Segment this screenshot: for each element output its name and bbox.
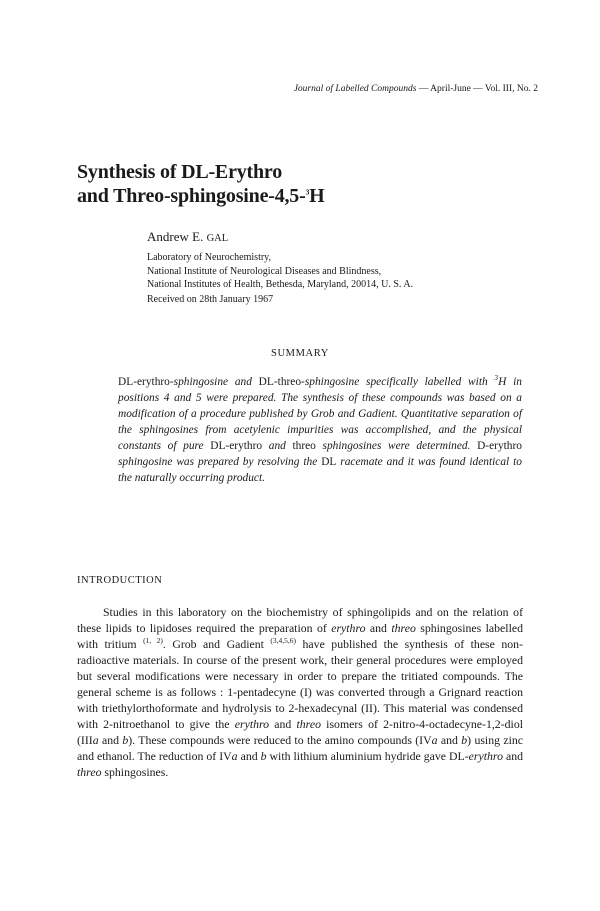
intro-frag: b (260, 749, 267, 763)
intro-frag: ) using zinc and ethanol. The reduction of IV (77, 733, 523, 763)
intro-frag: Studies in this laboratory on the biochemistry of sphingolipids and on the relation of these lipids to lipidoses required the preparation of (77, 605, 523, 635)
intro-frag: isomers of 2-nitro-4-octadecyne-1,2-diol (III (77, 717, 523, 747)
issue-info: — April-June — Vol. III, No. 2 (416, 84, 538, 94)
summary-frag: -threo- (273, 376, 305, 388)
summary-frag: threo (292, 440, 323, 452)
summary-frag: racemate and it was found identical to the naturally occurring product. (118, 456, 522, 484)
intro-frag: and (237, 749, 261, 763)
title-line-2: and Threo-sphingosine-4,5- (77, 185, 306, 207)
intro-frag: b (461, 733, 468, 747)
summary-frag: D (477, 440, 486, 452)
journal-name: Journal of Labelled Compounds (293, 84, 417, 94)
introduction-body (77, 604, 523, 780)
summary-frag: sphingosine and (173, 376, 259, 388)
citation-ref: (3,4,5,6) (270, 636, 297, 646)
intro-frag: erythro (331, 621, 366, 635)
author-name (147, 229, 228, 245)
summary-frag: DL (118, 376, 134, 388)
author-given: Andrew E. (147, 229, 207, 244)
summary-superscript: 3 (494, 373, 499, 383)
intro-frag: threo (391, 621, 416, 635)
intro-frag: with lithium aluminium hydride gave DL- (266, 749, 469, 763)
summary-abstract (118, 374, 522, 486)
introduction-heading: INTRODUCTION (77, 575, 163, 586)
affiliation (147, 251, 413, 292)
title-line-2-end: H (309, 185, 325, 207)
intro-frag: . Grob and Gadient (162, 637, 271, 651)
article-title (77, 160, 325, 208)
intro-frag: sphingosines. (101, 765, 169, 779)
intro-frag: and (365, 621, 392, 635)
intro-frag: a (431, 733, 438, 747)
intro-frag: ). These compounds were reduced to the amino compounds (IV (128, 733, 432, 747)
affiliation-line-1: Laboratory of Neurochemistry, (147, 252, 272, 263)
intro-frag: and (437, 733, 462, 747)
summary-frag: DL (321, 456, 337, 468)
summary-frag: sphingosines were determined. (322, 440, 478, 452)
intro-frag: sphingosines labelled with tritium (77, 621, 523, 651)
author-surname: GAL (206, 233, 229, 244)
intro-frag: and (269, 717, 297, 731)
summary-frag: DL (210, 440, 226, 452)
affiliation-line-2: National Institute of Neurological Diseases and Blindness, (147, 265, 382, 277)
summary-frag: -erythro (485, 440, 522, 452)
intro-frag: and (502, 749, 524, 763)
title-line-1: Synthesis of DL-Erythro (77, 161, 283, 183)
intro-frag: b (122, 733, 129, 747)
title-superscript: 3 (305, 187, 310, 197)
introduction-paragraph (77, 604, 523, 780)
summary-frag: -erythro- (133, 376, 174, 388)
summary-frag: -erythro (225, 440, 269, 452)
intro-frag: have published the synthesis of these non-radioactive materials. In course of the present work, their general procedures were employed but several modifications were necessary in order to prepare the tritiated compounds. The general scheme is as follows : 1-pentadecyne (I) was converted through a Grignard reaction with triethylorthoformate and hydrolysis to 2-hexadecynal (II). This material was condensed with 2-nitroethanol to give the (77, 637, 523, 731)
affiliation-line-3: National Institutes of Health, Bethesda, Maryland, 20014, U. S. A. (147, 279, 414, 290)
intro-frag: threo (77, 765, 102, 779)
summary-frag: DL (258, 376, 274, 388)
summary-frag: and (268, 440, 293, 452)
intro-frag: erythro (234, 717, 270, 731)
summary-frag: sphingosine was prepared by resolving the (118, 456, 322, 468)
intro-frag: threo (296, 717, 321, 731)
received-date: Received on 28th January 1967 (147, 294, 274, 305)
summary-frag: sphingosine specifically labelled with (304, 376, 495, 388)
summary-frag: H in positions 4 and 5 were prepared. The synthesis of these compounds was based on a modification of a procedure published by Grob and Gadient. Quantitative separation of the sphingosines from acetylenic impurities was accomplished, and the physical constants of pure (118, 376, 522, 452)
summary-heading: SUMMARY (271, 348, 329, 359)
intro-frag: and (98, 733, 123, 747)
citation-ref: (1, 2) (143, 636, 163, 646)
running-head (294, 84, 538, 94)
intro-frag: erythro (468, 749, 503, 763)
intro-frag: a (231, 749, 238, 763)
intro-frag: a (92, 733, 99, 747)
